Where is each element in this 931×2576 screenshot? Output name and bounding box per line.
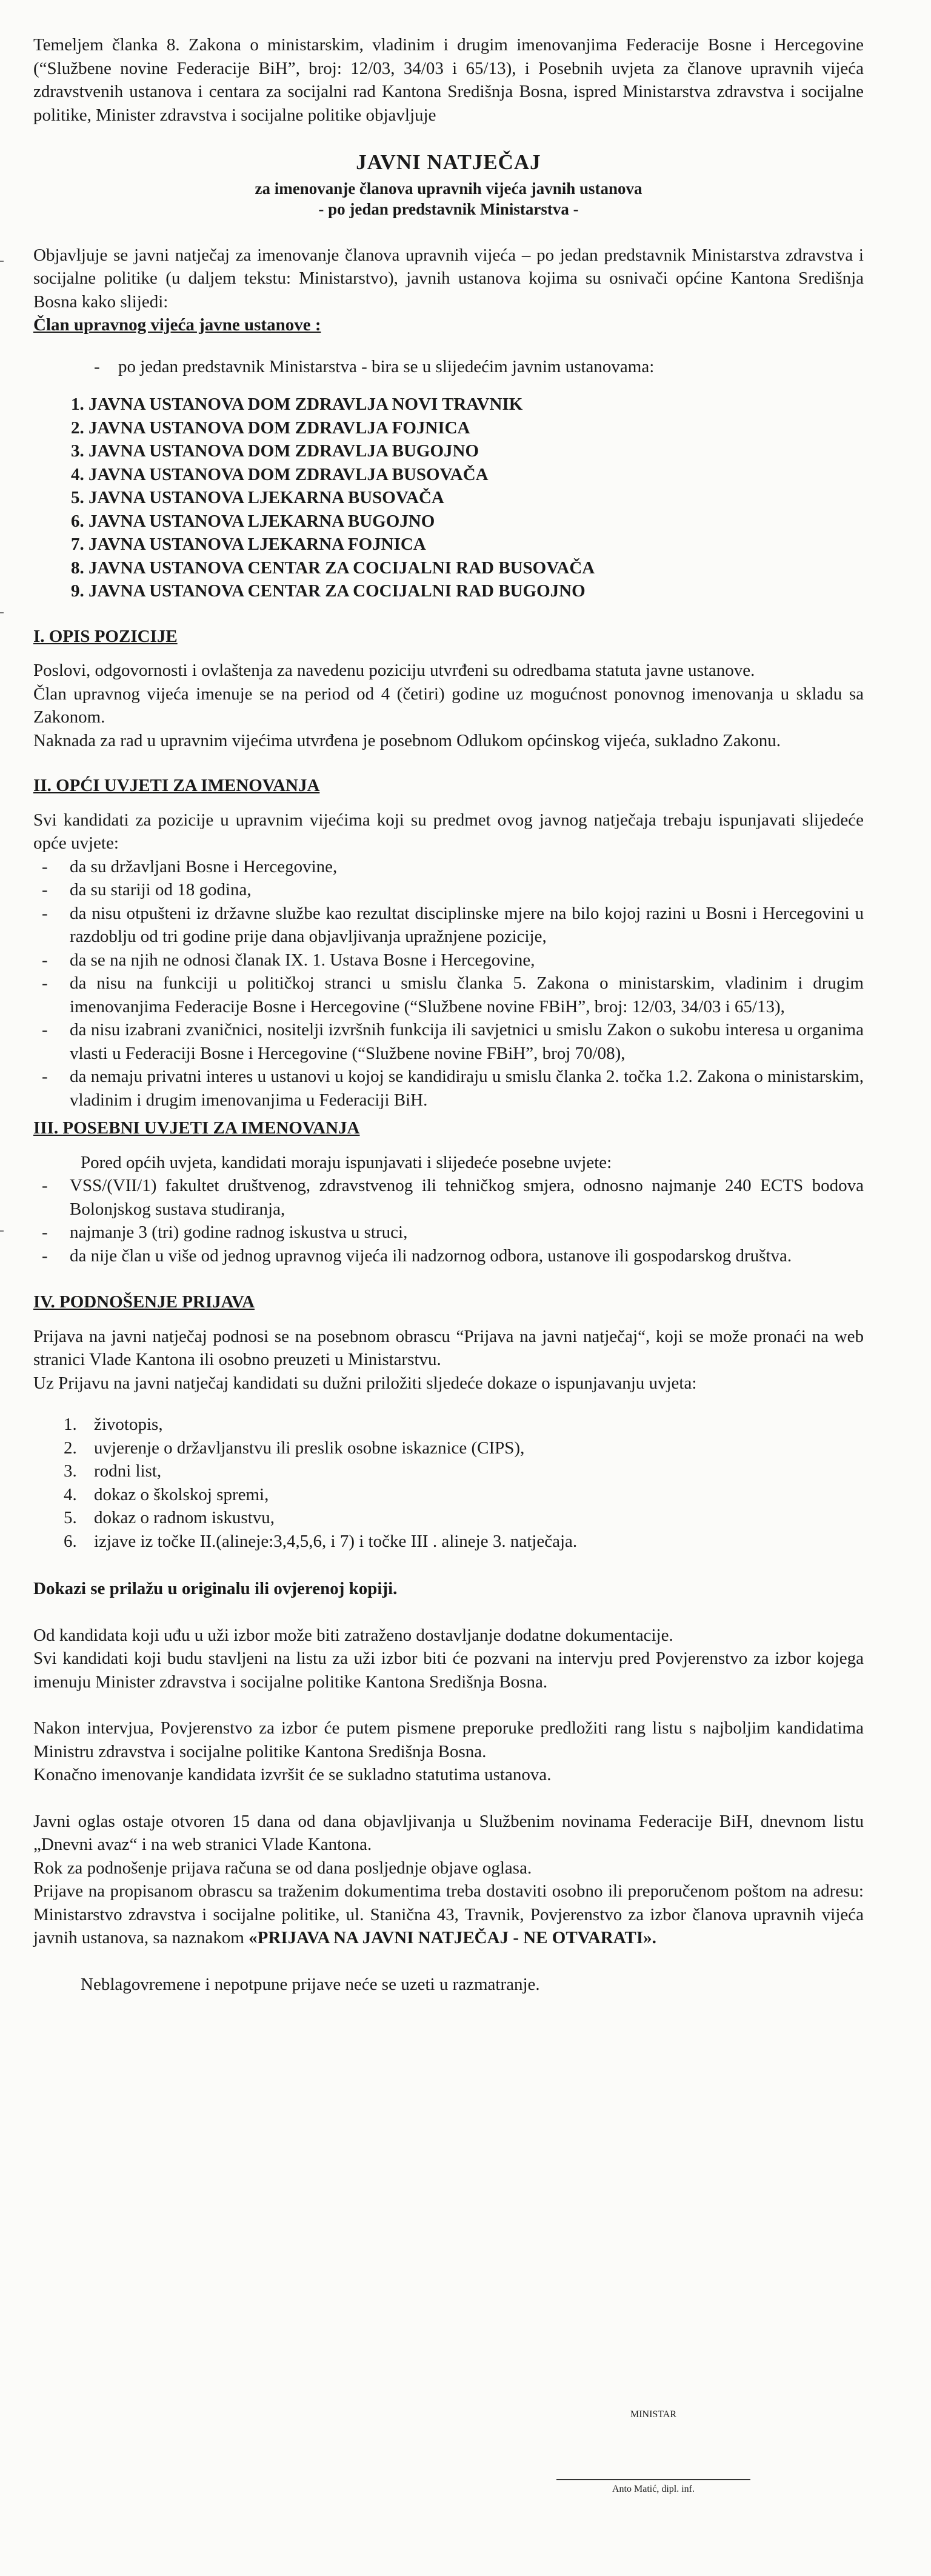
document-item: 6. izjave iz točke II.(alineje:3,4,5,6, i 7) i točke III . alineje 3. natječaja.: [64, 1531, 578, 1551]
condition-item: - da nisu izabrani zvaničnici, nositelji izvršnih funkcija ili savjetnici u smislu Zakon o sukobu interesa u organima vlasti u Federaciji Bosne i Hercegovine (“Službene novine FBiH”, broj 70/08),: [33, 1018, 864, 1065]
section-2-lead: Svi kandidati za pozicije u upravnim vijećima koji su predmet ovog javnog natječaja trebaju ispunjavati slijedeće opće uvjete:: [33, 810, 864, 853]
signature-name: Anto Matić, dipl. inf.: [612, 2484, 695, 2494]
institution-item: 9. JAVNA USTANOVA CENTAR ZA COCIJALNI RAD BUGOJNO: [71, 581, 586, 601]
scan-edge-mark: [0, 261, 4, 262]
institution-list: [33, 393, 864, 603]
condition-item: - da se na njih ne odnosi članak IX. 1. Ustava Bosne i Hercegovine,: [33, 949, 864, 972]
evidence-note: Dokazi se prilažu u originalu ili ovjerenoj kopiji.: [33, 1579, 398, 1598]
announcement-paragraph: Objavljuje se javni natječaj za imenovanje članova upravnih vijeća – po jedan predstavnik Ministarstva zdravstva i socijalne politike (u daljem tekstu: Ministarstvo), javnih ustanova kojima su osnivači općine Kantona Središnja Bosna kako slijedi:: [33, 245, 864, 312]
institution-item: 8. JAVNA USTANOVA CENTAR ZA COCIJALNI RAD BUSOVAČA: [71, 558, 595, 578]
notice-title: JAVNI NATJEČAJ: [356, 150, 541, 174]
special-conditions-list: [33, 1174, 864, 1267]
institution-item: 1. JAVNA USTANOVA DOM ZDRAVLJA NOVI TRAVNIK: [71, 395, 523, 414]
notice-subtitle-line-1: za imenovanje članova upravnih vijeća javnih ustanova: [255, 179, 642, 198]
documents-list: [33, 1413, 864, 1553]
section-4-paragraph: Prijava na javni natječaj podnosi se na posebnom obrascu “Prijava na javni natječaj“, koji se može pronaći na web stranici Vlade Kantona ili osobno preuzeti u Ministarstvu.: [33, 1326, 864, 1369]
condition-item: - da nemaju privatni interes u ustanovi u kojoj se kandidiraju u smislu članka 2. točka 1.2. Zakona o ministarskim, vladinim i drugim imenovanjima u Federaciji BiH.: [33, 1065, 864, 1112]
condition-item: - najmanje 3 (tri) godine radnog iskustva u struci,: [33, 1221, 864, 1244]
institution-item: 6. JAVNA USTANOVA LJEKARNA BUGOJNO: [71, 511, 435, 531]
condition-item: - da nije član u više od jednog upravnog vijeća ili nadzornog odbora, ustanove ili gospodarskog društva.: [33, 1244, 864, 1268]
interview-paragraph: Nakon intervjua, Povjerenstvo za izbor će putem pismene preporuke predložiti rang listu s najboljim kandidatima Ministru zdravstva i socijalne politike Kantona Središnja Bosna.: [33, 1718, 864, 1761]
condition-item: - da su stariji od 18 godina,: [33, 878, 864, 902]
section-1-paragraph: Poslovi, odgovornosti i ovlaštenja za navedenu poziciju utvrđeni su odredbama statuta javne ustanove.: [33, 661, 755, 680]
rejection-note: Neblagovremene i nepotpune prijave neće se uzeti u razmatranje.: [81, 1974, 540, 1994]
signature-title: MINISTAR: [630, 2409, 677, 2420]
scan-edge-mark: [0, 612, 4, 613]
institution-item: 2. JAVNA USTANOVA DOM ZDRAVLJA FOJNICA: [71, 418, 470, 438]
submission-marking: «PRIJAVA NA JAVNI NATJEČAJ - NE OTVARATI».: [249, 1928, 656, 1947]
signature-line: [556, 2479, 750, 2480]
document-body: [33, 33, 864, 1996]
institution-item: 4. JAVNA USTANOVA DOM ZDRAVLJA BUSOVAČA: [71, 464, 489, 484]
institution-item: 5. JAVNA USTANOVA LJEKARNA BUSOVAČA: [71, 488, 444, 507]
document-item: 2. uvjerenje o državljanstvu ili preslik osobne iskaznice (CIPS),: [64, 1438, 525, 1458]
submission-paragraph: Prijave na propisanom obrascu sa traženim dokumentima treba dostaviti osobno ili preporučenom poštom na adresu: Ministarstvo zdravstva i socijalne politike, ul. Stanična 43, Travnik, Povjerenstvo za izbor članova upravnih vijeća javnih ustanova, sa naznakom «PRIJAVA NA JAVNI NATJEČAJ - NE OTVARATI».: [33, 1881, 864, 1947]
condition-item: - da su državljani Bosne i Hercegovine,: [33, 855, 864, 879]
institution-item: 3. JAVNA USTANOVA DOM ZDRAVLJA BUGOJNO: [71, 441, 479, 461]
section-1-paragraph: Naknada za rad u upravnim vijećima utvrđena je posebnom Odlukom općinskog vijeća, sukladno Zakonu.: [33, 730, 781, 750]
document-item: 4. dokaz o školskoj spremi,: [64, 1484, 269, 1504]
document-item: 1. životopis,: [64, 1415, 163, 1434]
section-3-lead: Pored općih uvjeta, kandidati moraju ispunjavati i slijedeće posebne uvjete:: [81, 1152, 612, 1172]
intro-paragraph: Temeljem članka 8. Zakona o ministarskim, vladinim i drugim imenovanjima Federacije Bosne i Hercegovine (“Službene novine Federacije BiH”, broj: 12/03, 34/03 i 65/13), i Posebnih uvjeta za članove upravnih vijeća zdravstvenih ustanova i centara za socijalni rad Kantona Središnja Bosna, ispred Ministarstva zdravstva i socijalne politike, Minister zdravstva i socijalne politike objavljuje: [33, 35, 864, 125]
general-conditions-list: [33, 855, 864, 1112]
closing-paragraph: Svi kandidati koji budu stavljeni na listu za uži izbor biti će pozvani na intervju pred Povjerenstvo za izbor kojega imenuju Minister zdravstva i socijalne politike Kantona Središnja Bosna.: [33, 1649, 864, 1692]
section-1-heading: I. OPIS POZICIJE: [33, 626, 178, 646]
scan-edge-mark: [0, 1230, 4, 1232]
notice-subtitle-line-2: - po jedan predstavnik Ministarstva -: [318, 199, 579, 218]
condition-item: - da nisu na funkciji u političkoj stranci u smislu članka 5. Zakona o ministarskim, vladinim i drugim imenovanjima Federacije Bosne i Hercegovine (“Službene novine FBiH”, broj: 12/03, 34/03 i 65/13),: [33, 972, 864, 1018]
document-item: 3. rodni list,: [64, 1461, 162, 1481]
board-member-lead: - po jedan predstavnik Ministarstva - bira se u slijedećim javnim ustanovama:: [33, 355, 864, 379]
closing-paragraph: Od kandidata koji uđu u uži izbor može biti zatraženo dostavljanje dodatne dokumentacije.: [33, 1625, 673, 1645]
section-4-lead: Uz Prijavu na javni natječaj kandidati su dužni priložiti sljedeće dokaze o ispunjavanju uvjeta:: [33, 1373, 697, 1393]
board-member-heading: Član upravnog vijeća javne ustanove :: [33, 315, 321, 335]
section-1-paragraph: Član upravnog vijeća imenuje se na period od 4 (četiri) godine uz mogućnost ponovnog imenovanja u skladu sa Zakonom.: [33, 684, 864, 727]
interview-paragraph: Konačno imenovanje kandidata izvršit će se sukladno statutima ustanova.: [33, 1765, 552, 1784]
document-item: 5. dokaz o radnom iskustvu,: [64, 1508, 275, 1527]
section-4-heading: IV. PODNOŠENJE PRIJAVA: [33, 1292, 255, 1312]
condition-item: - da nisu otpušteni iz državne službe kao rezultat disciplinske mjere na bilo kojoj razini u Bosni i Hercegovini u razdoblju od tri godine prije dana objavljivanja upražnjene pozicije,: [33, 902, 864, 949]
section-3-heading: III. POSEBNI UVJETI ZA IMENOVANJA: [33, 1118, 360, 1138]
deadline-paragraph: Javni oglas ostaje otvoren 15 dana od dana objavljivanja u Službenim novinama Federacije BiH, dnevnom listu „Dnevni avaz“ i na web stranici Vlade Kantona.: [33, 1811, 864, 1854]
section-2-heading: II. OPĆI UVJETI ZA IMENOVANJA: [33, 776, 320, 795]
condition-item: - VSS/(VII/1) fakultet društvenog, zdravstvenog ili tehničkog smjera, odnosno najmanje 240 ECTS bodova Bolonjskog sustava studiranja,: [33, 1174, 864, 1221]
institution-item: 7. JAVNA USTANOVA LJEKARNA FOJNICA: [71, 535, 426, 554]
deadline-paragraph: Rok za podnošenje prijava računa se od dana posljednje objave oglasa.: [33, 1858, 532, 1878]
